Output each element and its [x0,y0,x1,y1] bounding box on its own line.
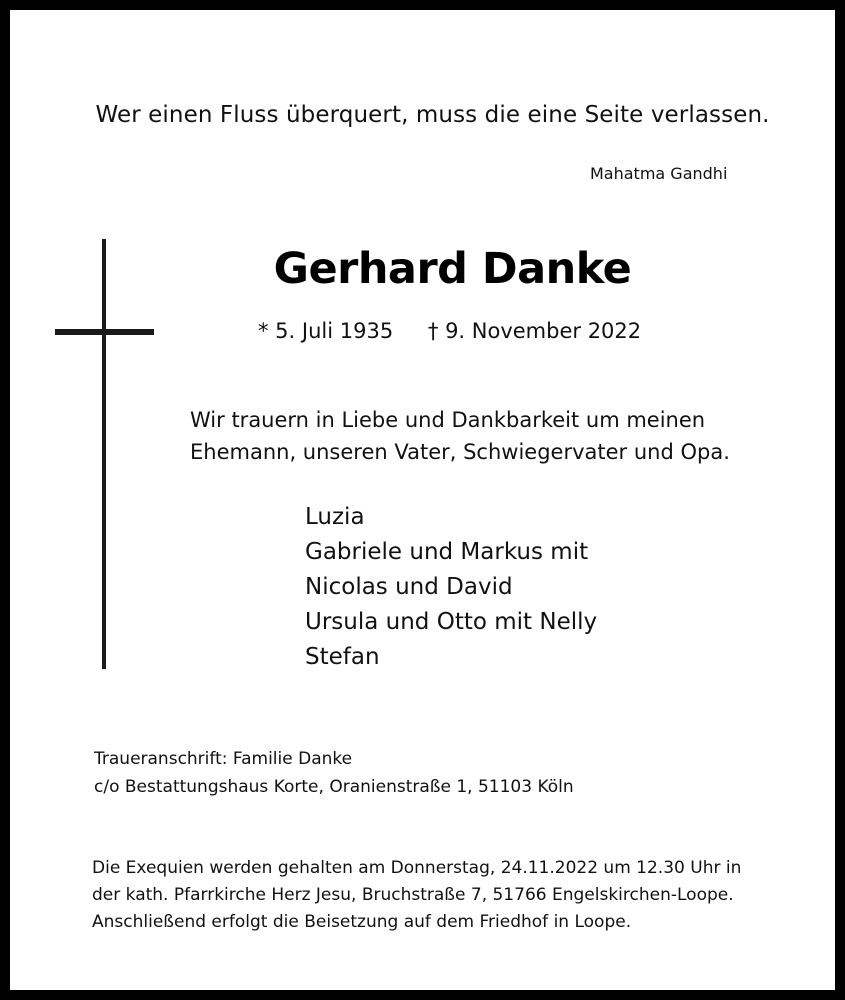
mourning-text [190,404,730,468]
deceased-name: Gerhard Danke [273,244,632,294]
mourner-name: Gabriele und Markus mit [305,539,589,565]
quote-author: Mahatma Gandhi [590,164,728,183]
life-dates [258,319,641,343]
mourning-address [94,745,574,801]
mourning-line: Wir trauern in Liebe und Dankbarkeit um meinen [190,408,706,432]
mourner-name: Nicolas und David [305,574,513,600]
service-line: Die Exequien werden gehalten am Donnerstag, 24.11.2022 um 12.30 Uhr in [92,858,742,878]
address-line: c/o Bestattungshaus Korte, Oranienstraße 1, 51103 Köln [94,777,574,797]
mourners-list [305,500,597,675]
service-line: der kath. Pfarrkirche Herz Jesu, Bruchstraße 7, 51766 Engelskirchen-Loope. [92,885,734,905]
quote-text: Wer einen Fluss überquert, muss die eine Seite verlassen. [95,102,770,128]
address-line: Traueranschrift: Familie Danke [94,749,353,769]
service-details [92,855,741,936]
service-line: Anschließend erfolgt die Beisetzung auf dem Friedhof in Loope. [92,912,632,932]
mourner-name: Ursula und Otto mit Nelly [305,609,598,635]
mourning-line: Ehemann, unseren Vater, Schwiegervater und Opa. [190,440,730,464]
birth-date: * 5. Juli 1935 [258,319,394,343]
cross-horizontal-bar [55,329,154,335]
mourner-name: Luzia [305,504,365,530]
death-date: 9. November 2022 [445,319,642,343]
mourner-name: Stefan [305,644,380,670]
cross-vertical-bar [102,239,106,669]
death-cross-icon: † [427,319,439,343]
